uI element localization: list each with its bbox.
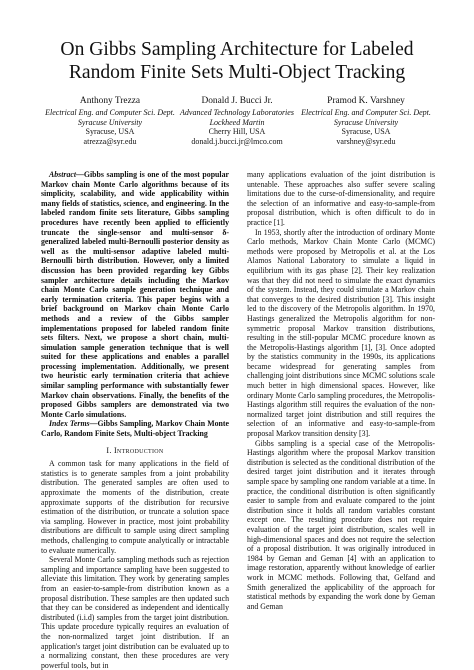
author-email: donald.j.bucci.jr@lmco.com — [191, 136, 283, 146]
body-paragraph: Several Monte Carlo sampling methods such as rejection sampling and importance sampling have been suggested to alleviate this limitation. They work by generating samples from an easier-to-sample-from distribution known as a proposal distribution. These samples are then updated such that they can be considered as independent and identically distributed (i.i.d) samples from the target joint distribution. This update procedure typically requires an evaluation of the non-normalized target joint distribution. If an application's target joint distribution can be evaluated up to a normalizing constant, then these procedures are very powerful tools, but in — [41, 555, 229, 670]
author-org: Syracuse University — [333, 117, 399, 127]
author-city: Syracuse, USA — [341, 127, 391, 137]
left-column — [41, 170, 229, 670]
index-terms — [41, 419, 229, 438]
author-dept: Advanced Technology Laboratories — [180, 108, 294, 117]
author-city: Syracuse, USA — [85, 127, 135, 137]
author-org: Lockheed Martin — [209, 117, 265, 127]
author-block-3 — [296, 96, 436, 146]
author-name: Anthony Trezza — [79, 96, 141, 106]
author-email: atrezza@syr.edu — [83, 136, 137, 146]
author-org: Syracuse University — [77, 117, 143, 127]
author-city: Cherry Hill, USA — [208, 127, 266, 137]
abstract-text: —Gibbs sampling is one of the most popular Markov chain Monte Carlo algorithms because of its simplicity, scalability, and wide applicability within many fields of statistics, science, and engineering. In the labeled random finite sets literature, Gibbs sampling procedures have recently been applied to efficiently truncate the single-sensor and multi-sensor δ-generalized labeled multi-Bernoulli posterior density as well as the multi-sensor adaptive labeled multi-Bernoulli birth distribution. However, only a limited discussion has been provided regarding key Gibbs sampler architecture details including the Markov chain Monte Carlo sample generation technique and early termination criteria. This paper begins with a brief background on Markov chain Monte Carlo methods and a review of the Gibbs sampler implementations proposed for labeled random finite sets filters. Next, we propose a short chain, multi-simulation sample generation technique that is well suited for these applications and enables a parallel processing implementation. Additionally, we present two heuristic early termination criteria that achieve similar sampling performance with substantially fewer Markov chain observations. Finally, the benefits of the proposed Gibbs samplers are demonstrated via two Monte Carlo simulations. — [41, 170, 229, 419]
title-line-1: On Gibbs Sampling Architecture for Labeled — [60, 39, 414, 60]
author-name: Donald J. Bucci Jr. — [201, 96, 273, 106]
index-terms-lead: Index Terms — [49, 419, 90, 429]
author-email: varshney@syr.edu — [336, 136, 396, 146]
body-paragraph: Gibbs sampling is a special case of the Metropolis-Hastings algorithm where the proposal Markov transition distribution is selected as the conditional distribution of the desired target joint distribution and it iterates through sample space by sampling one random variable at a time. In practice, the conditional distribution is often significantly easier to sample from and evaluate compared to the joint distribution since it holds all random variables constant except one. The resulting procedure does not require evaluation of the target joint distribution, scales well in high-dimensional spaces and does not require the selection of a proposal distribution. It was originally introduced in 1984 by Geman and Geman [4] with an application to image restoration, apparently without knowledge of earlier work in MCMC methods. Following that, Gelfand and Smith generalized the applicability of the approach for statistical methods by expanding the work done by Geman and Geman — [247, 438, 435, 611]
paper-title — [20, 38, 454, 84]
author-dept: Electrical Eng. and Computer Sci. Dept. — [301, 108, 431, 117]
right-column — [247, 170, 435, 611]
author-block-1 — [40, 96, 180, 146]
abstract — [41, 170, 229, 419]
title-line-2: Random Finite Sets Multi-Object Tracking — [68, 62, 406, 83]
body-paragraph: A common task for many applications in the field of statistics is to generate samples from a joint probability distribution. The generated samples are often used to approximate the moments of the distribution, create approximate supports of the distribution for recursive estimation of the distribution, or truncate a solution space via sampling. However in practice, most joint probability distributions are difficult to sample using direct sampling methods, challenging to compute analytically or intractable to evaluate numerically. — [41, 459, 229, 555]
section-heading: I. Introduction — [106, 445, 164, 455]
author-dept: Electrical Eng. and Computer Sci. Dept. — [45, 108, 175, 117]
index-terms-text: —Gibbs Sampling, Markov Chain Monte Carlo, Random Finite Sets, Multi-object Tracking — [41, 419, 229, 439]
abstract-lead: Abstract — [49, 170, 77, 179]
author-block-2 — [165, 96, 309, 146]
author-name: Pramod K. Varshney — [327, 96, 405, 106]
body-paragraph: In 1953, shortly after the introduction of ordinary Monte Carlo methods, Markov Chain Monte Carlo (MCMC) methods were proposed by Metropolis et al. at the Los Alamos National Laboratory to simulate a liquid in equilibrium with its gas phase [2]. Their key realization was that they did not need to simulate the exact dynamics of the system. Instead, they could simulate a Markov chain that converges to the desired distribution [3]. This insight led to the discovery of the Metropolis algorithm. In 1970, Hastings generalized the Metropolis algorithm for non-symmetric proposal Markov transition distributions, resulting in the still-popular MCMC procedure known as the Metropolis-Hastings algorithm [1], [3]. Once adopted by the statistics community in the 1990s, its applications became widespread for generating samples from challenging joint distributions since MCMC solutions scale much better in high dimensional spaces. However, like ordinary Monte Carlo sampling procedures, the Metropolis-Hastings algorithm still requires the evaluation of the non-normalized target joint distribution and still requires the selection of an informative and easy-to-sample-from proposal Markov transition density [3]. — [247, 227, 435, 439]
body-paragraph: many applications evaluation of the joint distribution is untenable. These approaches also suffer severe scaling limitations due to the curse-of-dimensionality, and require the selection of an informative and easy-to-sample-from proposal distribution, which is often difficult to do in practice [1]. — [247, 170, 435, 227]
